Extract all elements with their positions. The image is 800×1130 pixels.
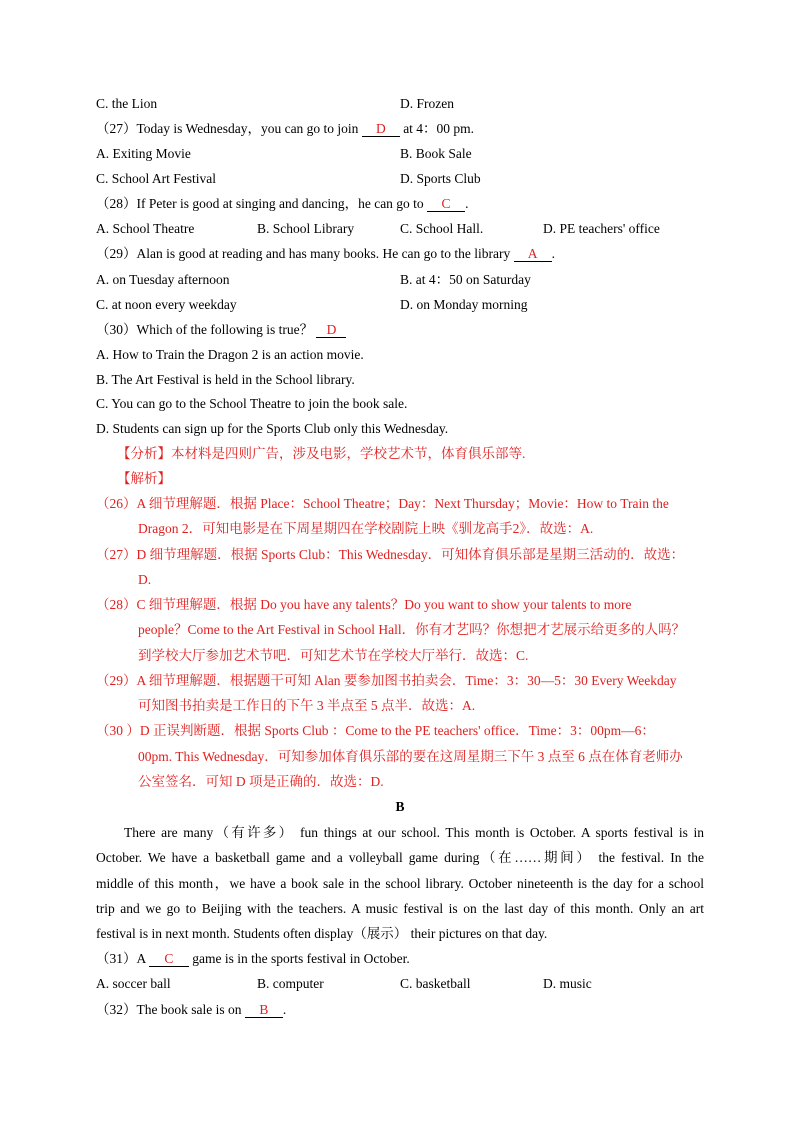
explanation-28-line-3: 到学校大厅参加艺术节吧．可知艺术节在学校大厅举行．故选：C. [138,648,529,663]
q27-stem-tail: at 4：00 pm. [403,121,475,136]
explanation-30-line-3: 公室签名．可知 D 项是正确的．故选：D. [138,774,384,789]
section-b-heading: B [395,799,405,814]
q27-answer: D [362,121,400,137]
passage-line-1: There are many（有许多） fun things at our school. This month is October. A sports festival is in [124,825,704,840]
q27-option-d: D. Sports Club [400,171,481,186]
q26-option-c: C. the Lion [96,96,158,111]
q31-stem-tail: game is in the sports festival in October. [192,951,410,966]
q30-answer: D [316,322,346,338]
q31-stem [96,950,410,968]
q28-answer: C [427,196,465,212]
q29-option-d: D. on Monday morning [400,297,528,312]
q32-stem [96,1001,286,1019]
q28-option-a: A. School Theatre [96,221,195,236]
explanation-27-line-1: （27）D 细节理解题．根据 Sports Club：This Wednesday．可知体育俱乐部是星期三活动的．故选： [96,547,685,562]
q27-option-a: A. Exiting Movie [96,146,191,161]
q29-stem-text: （29）Alan is good at reading and has many books. He can go to the library [96,246,511,261]
q30-stem [96,321,346,339]
q30-option-a: A. How to Train the Dragon 2 is an action movie. [96,347,364,362]
passage-line-2: October. We have a basketball game and a volleyball game during（在……期间） the festival. In the [96,850,704,865]
q29-option-c: C. at noon every weekday [96,297,237,312]
q32-answer: B [245,1002,283,1018]
explanation-28-line-1: （28）C 细节理解题．根据 Do you have any talents？Do you want to show your talents to more [96,597,632,612]
explanation-28-line-2: people？Come to the Art Festival in School Hall．你有才艺吗？你想把才艺展示给更多的人吗？ [138,622,686,637]
q29-stem-tail: . [551,246,556,261]
q27-option-b: B. Book Sale [400,146,472,161]
q31-option-d: D. music [543,976,592,991]
q30-option-d: D. Students can sign up for the Sports Club only this Wednesday. [96,421,449,436]
q29-option-a: A. on Tuesday afternoon [96,272,230,287]
q29-answer: A [514,246,552,262]
q28-stem-tail: . [465,196,469,211]
q28-option-c: C. School Hall. [400,221,484,236]
q29-option-b: B. at 4：50 on Saturday [400,272,531,287]
q31-option-b: B. computer [257,976,324,991]
explanation-26-line-2: Dragon 2．可知电影是在下周星期四在学校剧院上映《驯龙高手2》．故选：A. [138,521,594,536]
explanation-27-line-2: D. [138,572,152,587]
q28-option-d: D. PE teachers' office [543,221,660,236]
q27-option-c: C. School Art Festival [96,171,217,186]
q30-option-b: B. The Art Festival is held in the School library. [96,372,355,387]
explanation-29-line-2: 可知图书拍卖是工作日的下午 3 半点至 5 点半．故选：A. [138,698,476,713]
q27-stem-text: （27）Today is Wednesday，you can go to join [96,121,359,136]
q26-option-d: D. Frozen [400,96,454,111]
explanation-26-line-1: （26）A 细节理解题．根据 Place：School Theatre；Day：Next Thursday；Movie：How to Train the [96,496,669,511]
passage-line-4: trip and we go to Beijing with the teachers. A music festival is on the last day of this month. Only an art [96,901,704,916]
q31-stem-text: （31）A [96,951,146,966]
q29-stem [96,245,555,263]
q28-stem [96,195,468,213]
explanation-30-line-2: 00pm. This Wednesday．可知参加体育俱乐部的要在这周星期三下午 3 点至 6 点在体育老师办 [138,749,683,764]
explanation-29-line-1: （29）A 细节理解题．根据题干可知 Alan 要参加图书拍卖会．Time：3：30—5：30 Every Weekday [96,673,677,688]
analysis-summary: 【分析】本材料是四则广告，涉及电影，学校艺术节，体育俱乐部等. [117,446,526,461]
passage-line-3: middle of this month，we have a book sale in the school library. October nineteenth is the day for a school [96,876,704,891]
q30-option-c: C. You can go to the School Theatre to join the book sale. [96,396,408,411]
explanation-30-line-1: （30 ）D 正误判断题．根据 Sports Club ：Come to the PE teachers' office．Time：3：00pm—6： [96,723,655,738]
q32-stem-tail: . [282,1002,287,1017]
q31-option-c: C. basketball [400,976,471,991]
q28-stem-text: （28）If Peter is good at singing and dancing，he can go to [96,196,424,211]
analysis-heading: 【解析】 [117,471,171,486]
q31-answer: C [149,951,189,967]
q28-option-b: B. School Library [257,221,355,236]
q32-stem-text: （32）The book sale is on [96,1002,242,1017]
q31-option-a: A. soccer ball [96,976,171,991]
q30-stem-text: （30）Which of the following is true？ [96,322,314,337]
q27-stem [96,120,474,138]
passage-line-5: festival is in next month. Students often display（展示） their pictures on that day. [96,926,548,941]
